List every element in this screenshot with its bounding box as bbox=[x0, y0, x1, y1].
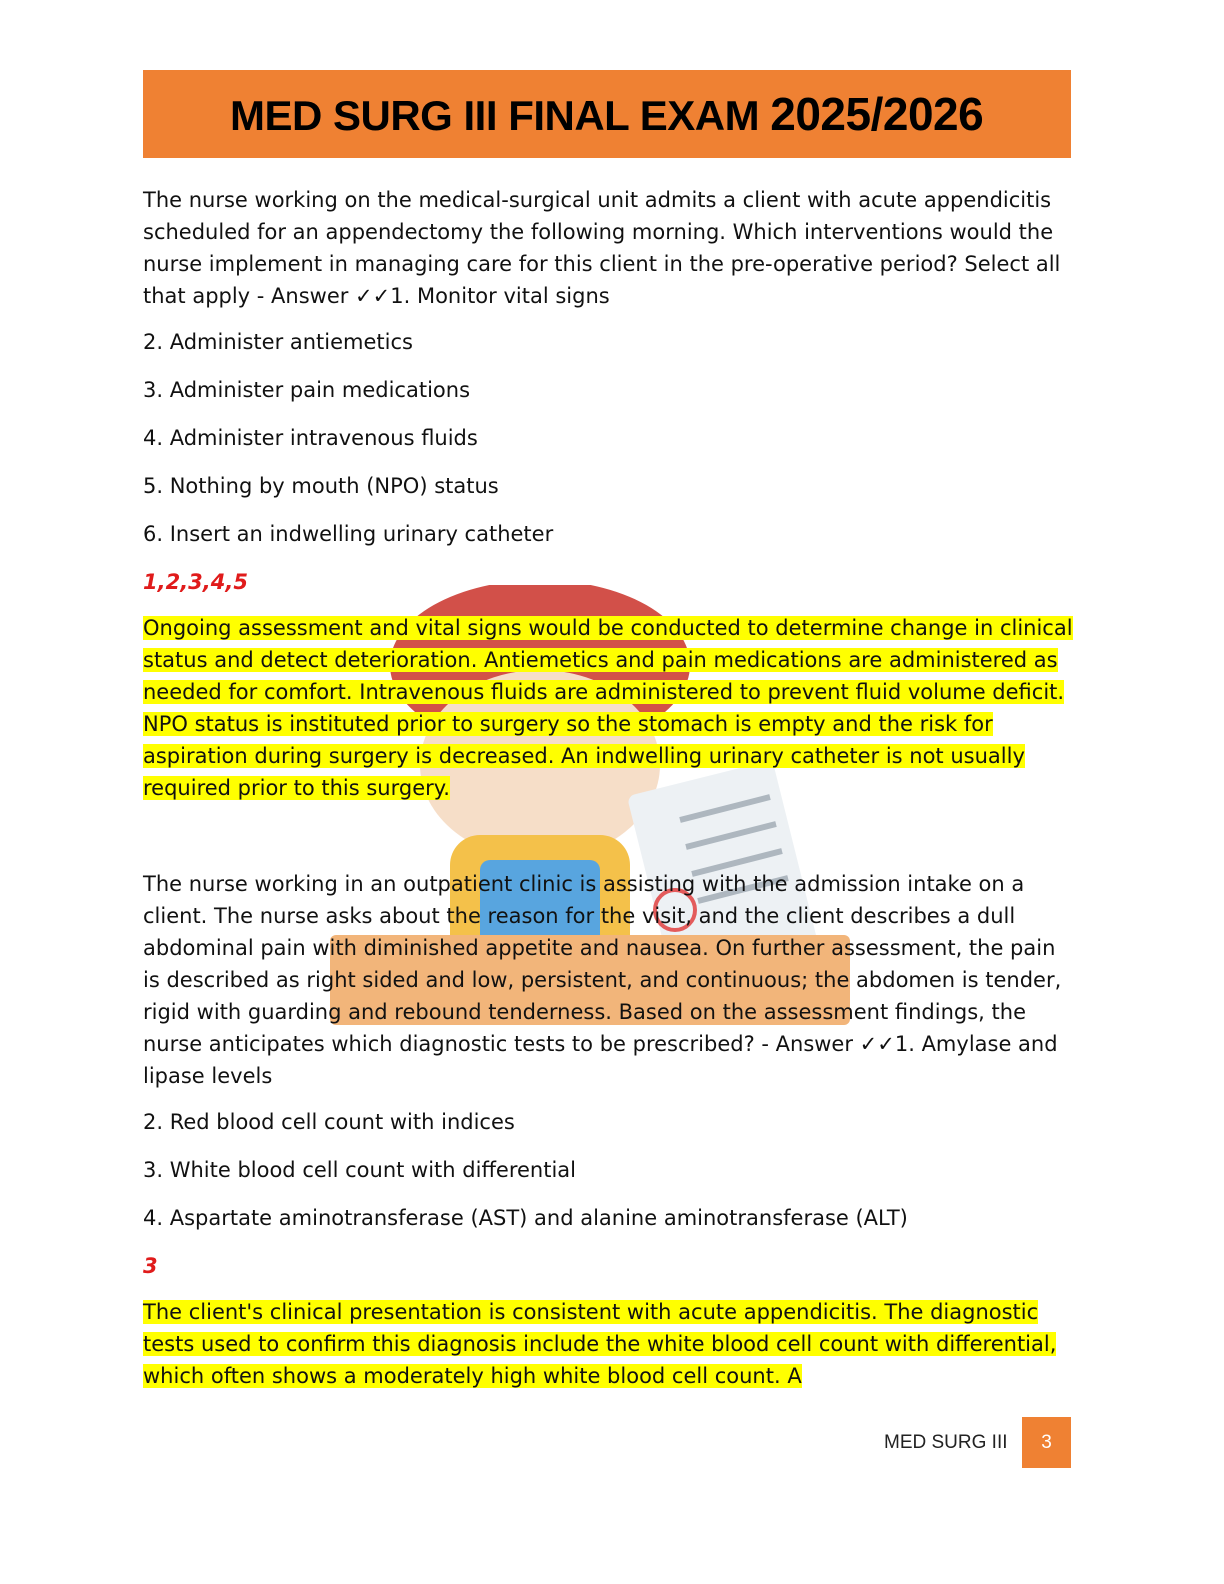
spacer bbox=[143, 804, 1073, 868]
question-1-rationale-block bbox=[143, 612, 1073, 804]
question-1-option-4: 4. Administer intravenous fluids bbox=[143, 426, 478, 450]
question-2-rationale: The client's clinical presentation is consistent with acute appendicitis. The diagnostic tests used to confirm this diagnosis include the white blood cell count with differential, which often shows a moderately high white blood cell count. A bbox=[143, 1300, 1057, 1388]
question-1-rationale: Ongoing assessment and vital signs would be conducted to determine change in clinical status and detect deterioration. Antiemetics and pain medications are administered as needed for comfort. Intravenous fluids are administered to prevent fluid volume deficit. NPO status is instituted prior to surgery so the stomach is empty and the risk for aspiration during surgery is decreased. An indwelling urinary catheter is not usually required prior to this surgery. bbox=[143, 616, 1073, 800]
question-1-option-5: 5. Nothing by mouth (NPO) status bbox=[143, 474, 499, 498]
page-title bbox=[230, 86, 983, 144]
question-2-text: The nurse working in an outpatient clinic is assisting with the admission intake on a client. The nurse asks about the reason for the visit, and the client describes a dull abdominal pain with diminished appetite and nausea. On further assessment, the pain is described as right sided and low, persistent, and continuous; the abdomen is tender, rigid with guarding and rebound tenderness. Based on the assessment findings, the nurse anticipates which diagnostic tests to be prescribed? - Answer ✓✓1. Amylase and lipase levels bbox=[143, 872, 1062, 1088]
question-1-text: The nurse working on the medical-surgical unit admits a client with acute appendicitis scheduled for an appendectomy the following morning. Which interventions would the nurse implement in managing care for this client in the pre-operative period? Select all that apply - Answer ✓✓1. Monitor vital signs bbox=[143, 188, 1061, 308]
question-1-answer: 1,2,3,4,5 bbox=[143, 570, 248, 594]
footer-label: MED SURG III bbox=[884, 1432, 1008, 1453]
question-2-option-4: 4. Aspartate aminotransferase (AST) and alanine aminotransferase (ALT) bbox=[143, 1206, 908, 1230]
question-2-answer: 3 bbox=[143, 1254, 158, 1278]
question-2-option-2: 2. Red blood cell count with indices bbox=[143, 1110, 515, 1134]
question-1-option-6: 6. Insert an indwelling urinary catheter bbox=[143, 522, 554, 546]
page-number-badge: 3 bbox=[1022, 1417, 1071, 1468]
question-2-rationale-block bbox=[143, 1296, 1073, 1392]
exam-content bbox=[143, 184, 1073, 1392]
question-1-option-2: 2. Administer antiemetics bbox=[143, 330, 413, 354]
title-year: 2025/2026 bbox=[770, 88, 984, 140]
question-1-option-3: 3. Administer pain medications bbox=[143, 378, 471, 402]
question-2-option-3: 3. White blood cell count with differential bbox=[143, 1158, 577, 1182]
title-text: MED SURG III FINAL EXAM bbox=[230, 92, 760, 139]
